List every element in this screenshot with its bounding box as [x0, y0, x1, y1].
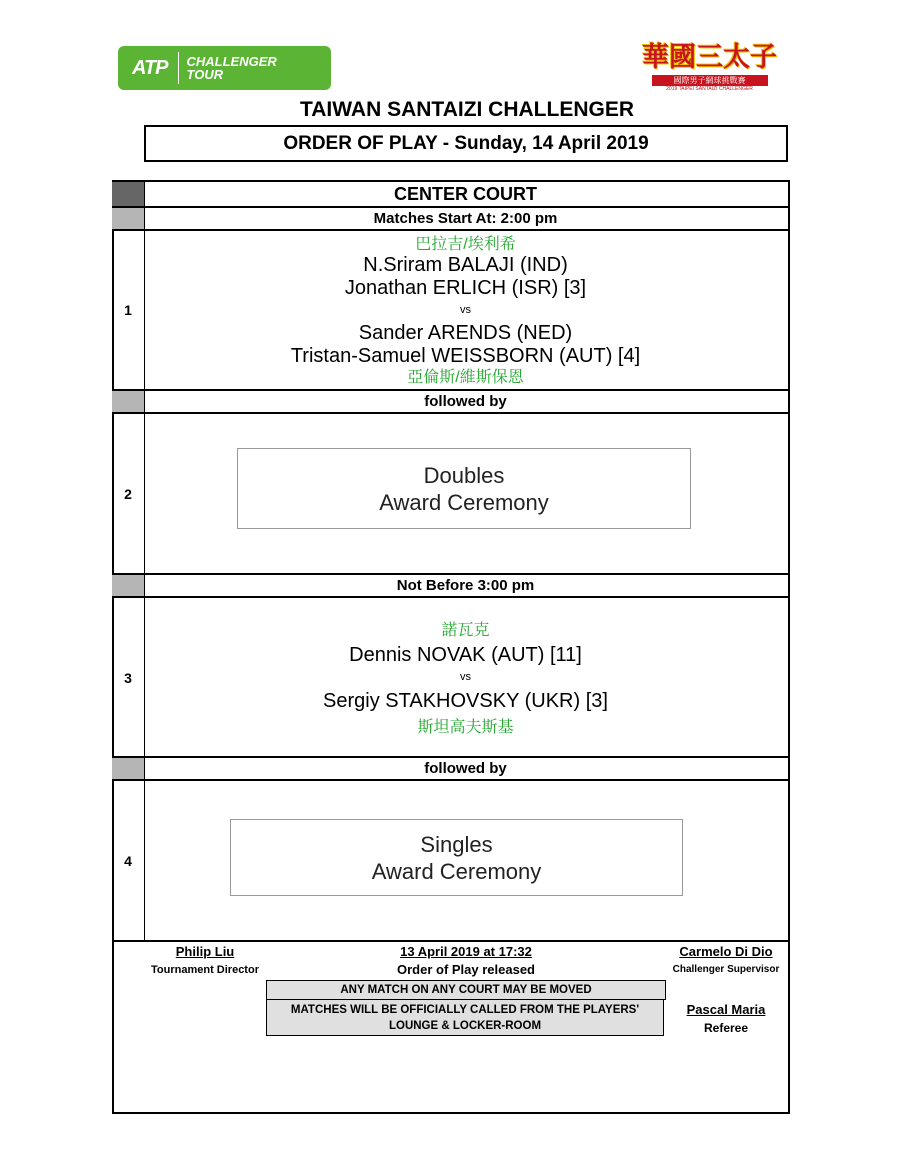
event-logo-subtitle: 國際男子網球挑戰賽 — [652, 75, 768, 86]
doubles-award-ceremony-box — [237, 448, 691, 529]
team-2-chinese-name: 亞倫斯/維斯保恩 — [407, 369, 524, 386]
referee-name: Pascal Maria — [686, 1002, 766, 1017]
court-name: CENTER COURT — [394, 184, 537, 204]
tournament-director-role: Tournament Director — [151, 964, 259, 976]
tournament-title: TAIWAN SANTAIZI CHALLENGER — [299, 98, 635, 121]
notice-match-moved: ANY MATCH ON ANY COURT MAY BE MOVED — [266, 980, 666, 1000]
row-divider — [112, 756, 788, 758]
followed-by-cell — [112, 758, 145, 779]
followed-by-cell — [112, 391, 145, 412]
followed-by-label: followed by — [424, 393, 507, 410]
order-of-play-heading: ORDER OF PLAY - Sunday, 14 April 2019 — [144, 125, 788, 162]
row-divider — [112, 940, 788, 942]
challenger-supervisor-role: Challenger Supervisor — [672, 964, 780, 975]
match-number: 1 — [124, 302, 132, 318]
row-divider — [112, 573, 788, 575]
event-logo-title: 華國三太子 — [642, 42, 777, 73]
team-1-chinese-name: 巴拉吉/埃利希 — [415, 236, 516, 253]
singles-award-ceremony-box — [230, 819, 683, 896]
row-divider — [112, 389, 788, 391]
match-number: 3 — [124, 670, 132, 686]
referee-role: Referee — [703, 1021, 749, 1035]
player-name: Tristan-Samuel WEISSBORN (AUT) [4] — [290, 345, 641, 367]
ceremony-title: Doubles — [423, 462, 505, 488]
start-time: Matches Start At: 2:00 pm — [373, 210, 558, 227]
court-header-cell — [112, 182, 145, 206]
row-divider — [112, 412, 788, 414]
santaizi-event-logo — [632, 42, 787, 98]
match-number: 2 — [124, 486, 132, 502]
player-2-chinese-name: 斯坦高夫斯基 — [417, 719, 514, 736]
challenger-supervisor-name: Carmelo Di Dio — [679, 944, 773, 959]
ceremony-subtitle: Award Ceremony — [371, 858, 542, 884]
tournament-director-name: Philip Liu — [175, 944, 235, 959]
event-logo-caption: 2019 TAIPEI SANTAIZI CHALLENGER — [666, 86, 753, 92]
start-time-cell — [112, 208, 145, 229]
player-name: N.Sriram BALAJI (IND) — [363, 254, 568, 276]
notice-players-lounge: MATCHES WILL BE OFFICIALLY CALLED FROM THE PLAYERS' LOUNGE & LOCKER-ROOM — [266, 999, 664, 1036]
release-text: Order of Play released — [396, 962, 535, 977]
row-divider — [112, 206, 788, 208]
row-divider — [112, 229, 788, 231]
versus-label: vs — [460, 304, 471, 316]
row-divider — [112, 779, 788, 781]
not-before-label: Not Before 3:00 pm — [396, 577, 535, 594]
player-1-chinese-name: 諾瓦克 — [441, 622, 490, 639]
release-timestamp: 13 April 2019 at 17:32 — [400, 944, 532, 959]
player-name: Dennis NOVAK (AUT) [11] — [349, 644, 582, 666]
player-name: Sander ARENDS (NED) — [358, 322, 573, 344]
versus-label: vs — [460, 671, 471, 683]
match-number: 4 — [124, 853, 132, 869]
atp-logo-text: CHALLENGER TOUR — [186, 54, 277, 82]
atp-logo-brand: ATP — [132, 56, 168, 79]
player-name: Jonathan ERLICH (ISR) [3] — [344, 277, 587, 299]
player-name: Sergiy STAKHOVSKY (UKR) [3] — [323, 690, 608, 712]
row-divider — [112, 596, 788, 598]
ceremony-subtitle: Award Ceremony — [379, 489, 549, 515]
ceremony-title: Singles — [420, 831, 493, 857]
followed-by-label: followed by — [424, 760, 507, 777]
atp-challenger-logo — [118, 46, 331, 90]
not-before-cell — [112, 575, 145, 596]
logo-separator — [178, 52, 179, 84]
